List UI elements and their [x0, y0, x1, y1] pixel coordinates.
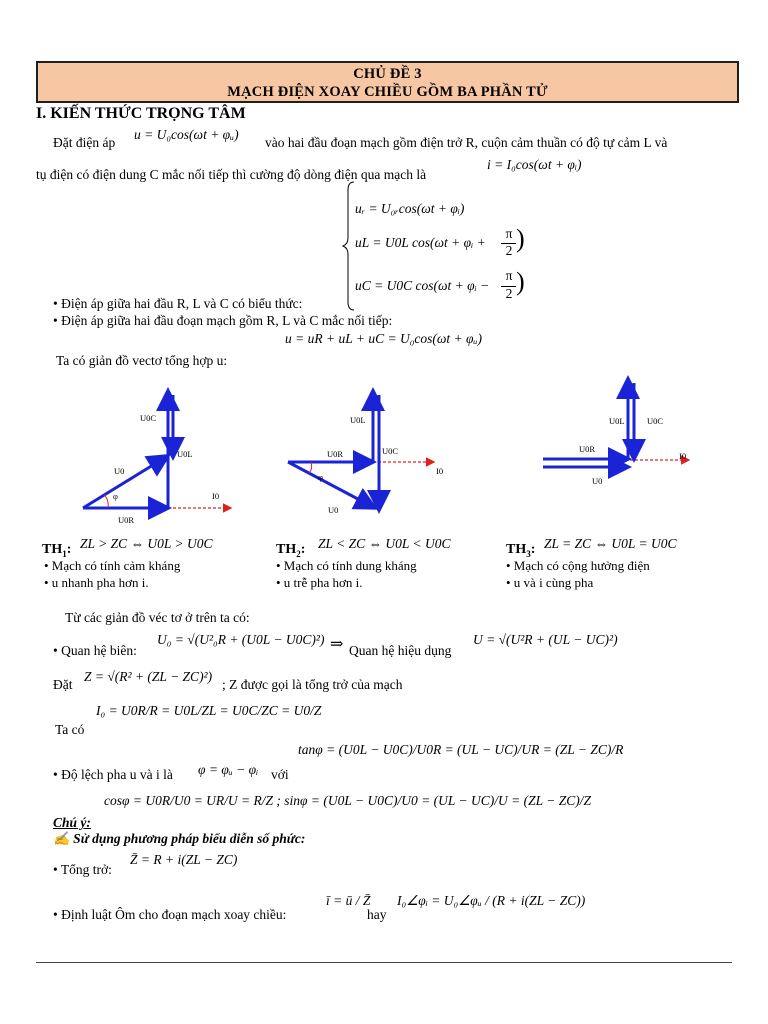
case1-label: $TH_1$: — [42, 542, 72, 559]
d3-uoc-label: U0C — [647, 416, 664, 426]
bullet-series-voltage: • Điện áp giữa hai đầu đoạn mạch gồm R, L và C mắc nối tiếp: — [53, 313, 393, 328]
case3-line1: • Mạch có cộng hưởng điện — [506, 558, 650, 573]
uL-pi: π — [505, 226, 513, 241]
d1-phi-label: φ — [113, 491, 118, 501]
ohm-formula-2: I₀∠φᵢ = U₀∠φᵤ / (R + i(ZL − ZC)) — [397, 893, 586, 908]
section-heading: I. KIẾN THỨC TRỌNG TÂM — [36, 105, 246, 122]
z-formula: Z = √(R² + (ZL − ZC)²) — [84, 669, 213, 684]
chapter-subtitle: MẠCH ĐIỆN XOAY CHIỀU GỒM BA PHẦN TỬ — [227, 84, 548, 100]
implies-symbol: ⇒ — [330, 636, 344, 653]
phasor-diagram-3 — [540, 375, 700, 495]
d2-uoc-label: U0C — [382, 446, 399, 456]
case2-condition: ZL < ZC ⇔ U0L < U0C — [318, 536, 451, 551]
case1-line1: • Mạch có tính cảm kháng — [44, 558, 181, 573]
uL-two: 2 — [505, 243, 513, 258]
phase-label: • Độ lệch pha u và i là — [53, 767, 173, 782]
d2-phi-arc — [309, 462, 312, 473]
z-description: ; Z được gọi là tổng trở của mạch — [222, 677, 403, 692]
d2-phi-label: φ — [318, 472, 323, 482]
d1-uo-label: U0 — [114, 466, 125, 476]
intro-part2: vào hai đầu đoạn mạch gồm điện trở R, cuộn cảm thuần có độ tự cảm L và — [265, 135, 668, 150]
case2-label: $TH_2$: — [276, 542, 306, 559]
d1-io-label: I0 — [212, 491, 220, 501]
note-method: ✍ Sử dụng phương pháp biểu diễn số phức: — [53, 831, 306, 846]
d2-uo-arrow — [288, 462, 373, 507]
d2-io-label: I0 — [436, 466, 444, 476]
intro-formula-i: i = I₀cos(ωt + φᵢ) — [487, 157, 582, 172]
case3-line2: • u và i cùng pha — [506, 575, 594, 590]
d1-uol-label: U0L — [177, 449, 193, 459]
case1-line2: • u nhanh pha hơn i. — [44, 575, 149, 590]
note-title: Chú ý: — [53, 815, 91, 830]
d1-phi-arc — [104, 495, 108, 508]
io-formula: I₀ = U0R/R = U0L/ZL = U0C/ZC = U0/Z — [96, 703, 322, 718]
uC-formula: uC = U0C cos(ωt + φᵢ − — [355, 278, 490, 293]
set-label: Đặt — [53, 677, 73, 692]
case2-line1: • Mạch có tính dung kháng — [276, 558, 417, 573]
effective-formula: U = √(U²R + (UL − UC)²) — [473, 632, 618, 647]
d3-io-label: I0 — [679, 451, 687, 461]
amplitude-label: • Quan hệ biên: — [53, 643, 137, 658]
d2-uol-label: U0L — [350, 415, 366, 425]
from-diagrams-text: Từ các giản đồ véc tơ ở trên ta có: — [65, 610, 250, 625]
d1-uor-label: U0R — [118, 515, 135, 525]
d1-uo-arrow — [83, 457, 166, 508]
phase-formula: φ = φᵤ − φᵢ — [198, 762, 259, 777]
impedance-label: • Tổng trở: — [53, 862, 112, 877]
cos-sin-formula: cosφ = U0R/U0 = UR/U = R/Z ; sinφ = (U0L − U0C)/U0 = (UL − UC)/U = (ZL − ZC)/Z — [104, 793, 591, 808]
uR-formula: uᵣ = U₀ᵣcos(ωt + φᵢ) — [355, 201, 465, 216]
d1-uoc-label: U0C — [140, 413, 157, 423]
effective-label: Quan hệ hiệu dụng — [349, 643, 452, 658]
impedance-formula: Z̄ = R + i(ZL − ZC) — [130, 852, 238, 867]
d3-uo-label: U0 — [592, 476, 603, 486]
uC-pi: π — [505, 268, 513, 283]
case3-condition: ZL = ZC ⇔ U0L = U0C — [544, 536, 677, 551]
ohm-formula: ī = ū / Z̄ — [326, 893, 371, 908]
or-label: hay — [367, 907, 387, 922]
intro-part3: tụ điện có điện dung C mắc nối tiếp thì cường độ dòng điện qua mạch là — [36, 167, 427, 182]
we-have-label: Ta có — [55, 722, 85, 737]
uC-two: 2 — [505, 286, 513, 301]
tan-formula: tanφ = (U0L − U0C)/U0R = (UL − UC)/UR = (ZL − ZC)/R — [298, 742, 624, 757]
uL-formula: uL = U0L cos(ωt + φᵢ + — [355, 235, 486, 250]
d2-uor-label: U0R — [327, 449, 344, 459]
phasor-diagram-2 — [283, 375, 463, 525]
chapter-title: CHỦ ĐỀ 3 — [353, 66, 422, 82]
ohm-label: • Định luật Ôm cho đoạn mạch xoay chiều: — [53, 907, 287, 922]
case3-label: $TH_3$: — [506, 542, 536, 559]
with-label: với — [271, 767, 289, 782]
diagram-intro: Ta có giản đồ vectơ tổng hợp u: — [56, 353, 228, 368]
phasor-diagram-1 — [80, 375, 240, 525]
case2-line2: • u trễ pha hơn i. — [276, 575, 363, 590]
title-box — [36, 61, 739, 103]
d3-uor-label: U0R — [579, 444, 596, 454]
intro-part1: Đặt điện áp — [53, 135, 116, 150]
uL-paren: ) — [516, 224, 525, 253]
d2-uo-label: U0 — [328, 505, 339, 515]
amplitude-formula: U₀ = √(U²₀R + (U0L − U0C)²) — [157, 632, 325, 647]
sum-formula: u = uR + uL + uC = U₀cos(ωt + φᵤ) — [285, 331, 482, 346]
d3-uol-label: U0L — [609, 416, 625, 426]
bullet-rlc-expressions: • Điện áp giữa hai đầu R, L và C có biểu thức: — [53, 296, 303, 311]
case1-condition: ZL > ZC ⇔ U0L > U0C — [80, 536, 213, 551]
intro-formula-u: u = U₀cos(ωt + φᵤ) — [134, 127, 239, 142]
uC-paren: ) — [516, 267, 525, 296]
footer-divider — [36, 962, 732, 963]
